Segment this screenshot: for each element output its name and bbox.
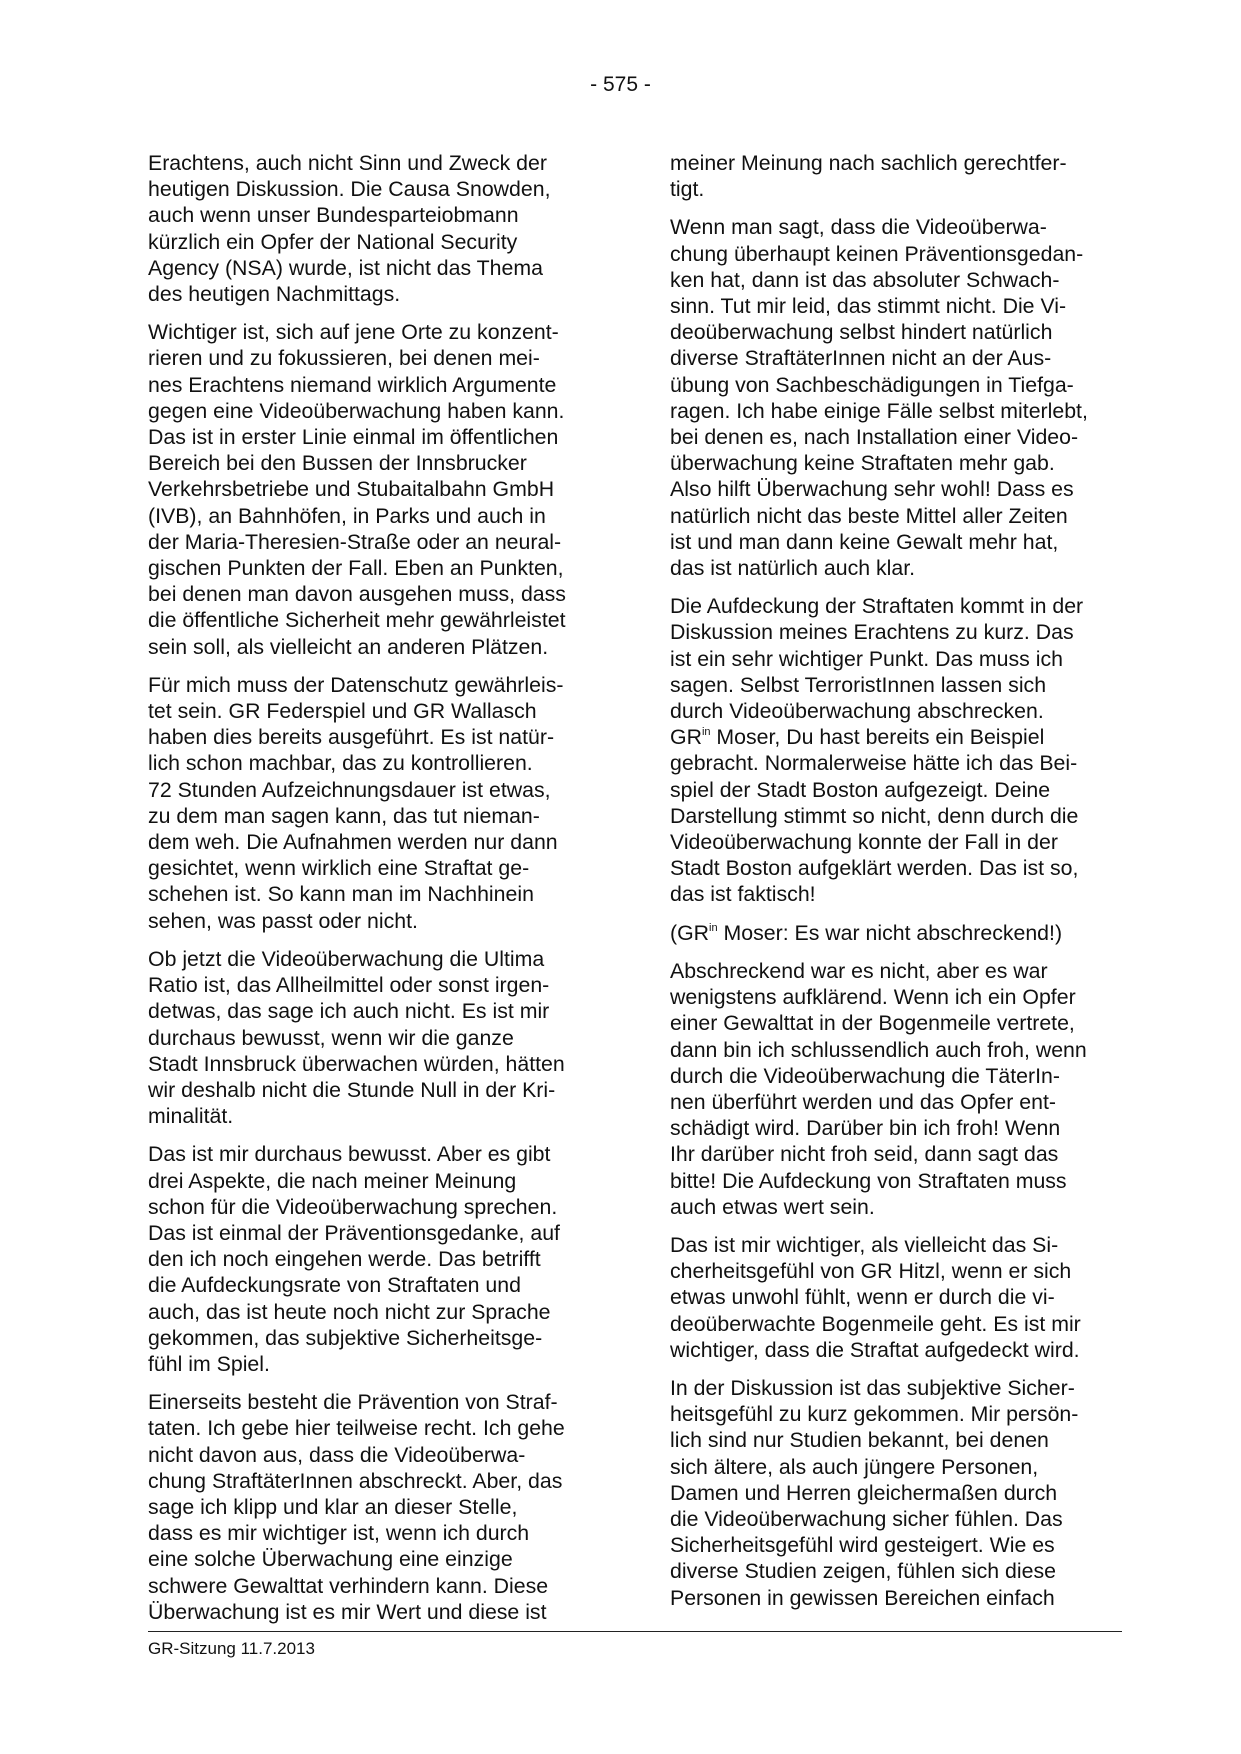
superscript-in: in — [709, 921, 718, 934]
paragraph: Für mich muss der Datenschutz gewährleis- tet sein. GR Federspiel und GR Wallasch haben dies bereits ausgeführt. Es ist natür- lich schon machbar, das zu kontrollieren. 72 Stunden Aufzeichnungsdauer ist etwas, zu dem man sagen kann, das tut nieman- dem weh. Die Aufnahmen werden nur dann gesichtet, wenn wirklich eine Straftat ge- schehen ist. So kann man im Nachhinein sehen, was passt oder nicht. — [148, 672, 564, 933]
paragraph: Wichtiger ist, sich auf jene Orte zu konzent- rieren und zu fokussieren, bei denen mei- nes Erachtens niemand wirklich Argumente gegen eine Videoüberwachung haben kann. Das ist in erster Linie einmal im öffentlichen Bereich bei den Bussen der Innsbrucker Verkehrsbetriebe und Stubaitalbahn GmbH (IVB), an Bahnhöfen, in Parks und auch in der Maria-Theresien-Straße oder an neural- gischen Punkten der Fall. Eben an Punkten, bei denen man davon ausgehen muss, dass die öffentliche Sicherheit mehr gewährleistet sein soll, als vielleicht an anderen Plätzen. — [148, 320, 566, 659]
right-column — [670, 150, 1122, 1623]
paragraph: Ob jetzt die Videoüberwachung die Ultima Ratio ist, das Allheilmittel oder sonst irgen- detwas, das sage ich auch nicht. Es ist mir durchaus bewusst, wenn wir die ganze Stadt Innsbruck überwachen würden, hätten wir deshalb nicht die Stunde Null in der Kri- minalität. — [148, 946, 565, 1129]
paragraph: In der Diskussion ist das subjektive Sicher- heitsgefühl zu kurz gekommen. Mir persön- lich sind nur Studien bekannt, bei denen sich ältere, als auch jüngere Personen, Damen und Herren gleichermaßen durch die Videoüberwachung sicher fühlen. Das Sicherheitsgefühl wird gesteigert. Wie es diverse Studien zeigen, fühlen sich diese Personen in gewissen Bereichen einfach — [670, 1375, 1079, 1610]
page-number: - 575 - — [590, 73, 651, 96]
paragraph: Abschreckend war es nicht, aber es war wenigstens aufklärend. Wenn ich ein Opfer einer Gewalttat in der Bogenmeile vertrete, dann bin ich schlussendlich auch froh, wenn durch die Videoüberwachung die TäterIn- nen überführt werden und das Opfer ent- schädigt wird. Darüber bin ich froh! Wenn Ihr darüber nicht froh seid, dann sagt das bitte! Die Aufdeckung von Straftaten muss auch etwas wert sein. — [670, 958, 1087, 1219]
text-run: Moser, Du hast bereits ein Beispiel gebracht. Normalerweise hätte ich das Bei- spiel der Stadt Boston aufgezeigt. Deine Darstellung stimmt so nicht, denn durch die Videoüberwachung konnte der Fall in der Stadt Boston aufgeklärt werden. Das ist so, das ist faktisch! — [670, 725, 1079, 907]
superscript-in: in — [701, 726, 711, 739]
text-run: (GR — [670, 920, 710, 945]
text-run: Moser: Es war nicht abschreckend!) — [717, 920, 1063, 945]
paragraph: meiner Meinung nach sachlich gerechtfer- tigt. — [670, 151, 1067, 202]
left-column — [148, 150, 616, 1637]
paragraph: Das ist mir wichtiger, als vielleicht das Si- cherheitsgefühl von GR Hitzl, wenn er sich etwas unwohl fühlt, wenn er durch die vi- deoüberwachte Bogenmeile geht. Es ist mir wichtiger, dass die Straftat aufgedeckt wird. — [670, 1232, 1081, 1362]
interjection — [670, 920, 1122, 946]
paragraph-with-superscript — [670, 593, 1122, 907]
footer-session-label: GR-Sitzung 11.7.2013 — [148, 1639, 315, 1658]
text-run: Die Aufdeckung der Straftaten kommt in der Diskussion meines Erachtens zu kurz. Das ist ein sehr wichtiger Punkt. Das muss ich sagen. Selbst TerroristInnen lassen sich durch Videoüberwachung abschrecken. GR — [670, 594, 1084, 750]
paragraph: Wenn man sagt, dass die Videoüberwa- chung überhaupt keinen Präventionsgedan- ken hat, dann ist das absoluter Schwach- sinn. Tut mir leid, das stimmt nicht. Die Vi- deoüberwachung selbst hindert natürlich diverse StraftäterInnen nicht an der Aus- übung von Sachbeschädigungen in Tiefga- ragen. Ich habe einige Fälle selbst miterlebt, bei denen es, nach Installation einer Video- überwachung keine Straftaten mehr gab. Also hilft Überwachung sehr wohl! Dass es natürlich nicht das beste Mittel aller Zeiten ist und man dann keine Gewalt mehr hat, das ist natürlich auch klar. — [670, 215, 1088, 581]
paragraph: Erachtens, auch nicht Sinn und Zweck der heutigen Diskussion. Die Causa Snowden, auch wenn unser Bundesparteiobmann kürzlich ein Opfer der National Security Agency (NSA) wurde, ist nicht das Thema des heutigen Nachmittags. — [148, 151, 551, 307]
footer-divider — [148, 1631, 1122, 1632]
paragraph: Das ist mir durchaus bewusst. Aber es gibt drei Aspekte, die nach meiner Meinung schon für die Videoüberwachung sprechen. Das ist einmal der Präventionsgedanke, auf den ich noch eingehen werde. Das betrifft die Aufdeckungsrate von Straftaten und auch, das ist heute noch nicht zur Sprache gekommen, das subjektive Sicherheitsge- fühl im Spiel. — [148, 1142, 560, 1376]
paragraph: Einerseits besteht die Prävention von Straf- taten. Ich gebe hier teilweise recht. Ich gehe nicht davon aus, dass die Videoüberwa- chung StraftäterInnen abschreckt. Aber, das sage ich klipp und klar an dieser Stelle, dass es mir wichtiger ist, wenn ich durch eine solche Überwachung eine einzige schwere Gewalttat verhindern kann. Diese Überwachung ist es mir Wert und diese ist — [148, 1390, 565, 1624]
